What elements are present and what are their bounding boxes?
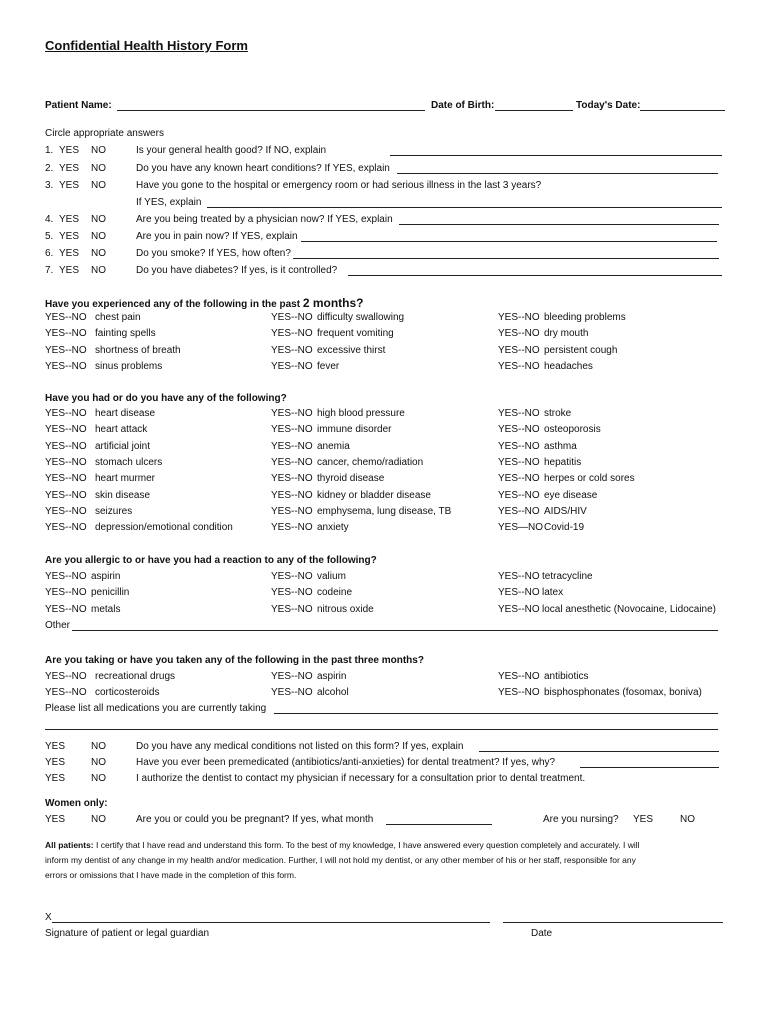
all-patients-label: All patients: xyxy=(45,840,94,850)
question-text-followup: If YES, explain xyxy=(136,197,202,208)
condition-label: seizures xyxy=(95,505,133,517)
condition-label: thyroid disease xyxy=(317,473,385,485)
condition-label: difficulty swallowing xyxy=(317,312,405,323)
question-text: Do you have any medical conditions not listed on this form? If yes, explain xyxy=(136,741,464,752)
signature-field[interactable] xyxy=(52,922,490,923)
explain-field[interactable] xyxy=(580,767,719,768)
yes-no-choice[interactable]: YES--NO xyxy=(45,440,87,452)
explain-field[interactable] xyxy=(479,751,719,752)
section-conditions-heading: Have you had or do you have any of the following? xyxy=(45,393,287,404)
question-text: Do you smoke? If YES, how often? xyxy=(136,248,291,259)
answer-no[interactable]: NO xyxy=(91,757,106,768)
patient-name-field[interactable] xyxy=(117,110,425,111)
yes-no-choice[interactable]: YES--NO xyxy=(498,440,540,452)
yes-no-choice[interactable]: YES--NO xyxy=(45,505,87,517)
yes-no-choice[interactable]: YES--NO xyxy=(45,587,87,599)
answer-yes[interactable]: YES xyxy=(59,180,80,191)
certification-line-3: errors or omissions that I have made in the completion of this form. xyxy=(45,870,297,880)
yes-no-choice[interactable]: YES--NO xyxy=(498,571,540,582)
circle-instruction: Circle appropriate answers xyxy=(45,128,164,139)
question-text: Do you have any known heart conditions? If YES, explain xyxy=(136,163,390,174)
question-text: Have you ever been premedicated (antibiotics/anti-anxieties) for dental treatment? If yes, why? xyxy=(136,757,556,768)
yes-no-choice[interactable]: YES--NO xyxy=(271,522,313,534)
condition-label: headaches xyxy=(544,360,593,372)
yes-no-choice[interactable]: YES--NO xyxy=(271,587,313,599)
yes-no-choice[interactable]: YES--NO xyxy=(45,408,87,419)
answer-no[interactable]: NO xyxy=(91,145,106,156)
yes-no-choice[interactable]: YES--NO xyxy=(271,571,313,582)
condition-label: frequent vomiting xyxy=(317,328,394,340)
question-number: 1. xyxy=(45,145,54,156)
yes-no-choice[interactable]: YES--NO xyxy=(271,473,313,485)
yes-no-choice[interactable]: YES--NO xyxy=(498,408,540,419)
answer-yes[interactable]: YES xyxy=(59,145,80,156)
today-date-field[interactable] xyxy=(640,110,725,111)
condition-label: bleeding problems xyxy=(544,312,626,323)
question-number: 7. xyxy=(45,265,54,276)
condition-label: bisphosphonates (fosomax, boniva) xyxy=(544,687,702,699)
answer-yes[interactable]: YES xyxy=(45,757,66,768)
yes-no-choice[interactable]: YES--NO xyxy=(45,360,87,372)
answer-no[interactable]: NO xyxy=(91,180,106,191)
yes-no-choice[interactable]: YES--NO xyxy=(45,489,87,501)
yes-no-choice[interactable]: YES--NO xyxy=(45,687,87,699)
answer-yes[interactable]: YES xyxy=(59,231,80,242)
page-title: Confidential Health History Form xyxy=(45,38,248,53)
yes-no-choice[interactable]: YES--NO xyxy=(45,473,87,485)
condition-label: tetracycline xyxy=(542,571,593,582)
condition-label: high blood pressure xyxy=(317,408,405,419)
condition-label: chest pain xyxy=(95,312,141,323)
condition-label: herpes or cold sores xyxy=(544,473,635,485)
women-no[interactable]: NO xyxy=(91,814,106,825)
condition-label: anxiety xyxy=(317,522,349,534)
condition-label: corticosteroids xyxy=(95,687,160,699)
answer-no[interactable]: NO xyxy=(91,248,106,259)
yes-no-choice[interactable]: YES--NO xyxy=(45,424,87,436)
condition-label: antibiotics xyxy=(544,671,589,682)
answer-yes[interactable]: YES xyxy=(59,163,80,174)
yes-no-choice[interactable]: YES--NO xyxy=(271,687,313,699)
question-text: Are you in pain now? If YES, explain xyxy=(136,231,298,242)
question-number: 2. xyxy=(45,163,54,174)
signature-x: X xyxy=(45,912,52,923)
signature-date-label: Date xyxy=(531,928,553,939)
yes-no-choice[interactable]: YES--NO xyxy=(271,489,313,501)
answer-no[interactable]: NO xyxy=(91,773,106,784)
explain-field[interactable] xyxy=(399,224,719,225)
condition-label: aspirin xyxy=(91,571,121,582)
condition-label: excessive thirst xyxy=(317,344,386,356)
yes-no-choice[interactable]: YES--NO xyxy=(45,312,87,323)
question-text: Have you gone to the hospital or emergency room or had serious illness in the last 3 years? xyxy=(136,180,542,191)
nursing-question: Are you nursing? xyxy=(543,814,619,825)
yes-no-choice[interactable]: YES--NO xyxy=(45,522,87,534)
certification-text xyxy=(45,838,640,883)
certification-line-1: I certify that I have read and understand this form. To the best of my knowledge, I have answered every question completely and accurately. I will xyxy=(93,840,640,850)
yes-no-choice[interactable]: YES--NO xyxy=(271,328,313,340)
condition-label: dry mouth xyxy=(544,328,589,340)
condition-label: Covid-19 xyxy=(544,522,585,534)
yes-no-choice[interactable]: YES--NO xyxy=(498,489,540,501)
answer-no[interactable]: NO xyxy=(91,741,106,752)
condition-label: codeine xyxy=(317,587,353,599)
dob-label: Date of Birth: xyxy=(431,100,495,111)
question-text: Are you being treated by a physician now? If YES, explain xyxy=(136,214,393,225)
explain-field[interactable] xyxy=(390,155,722,156)
condition-label: immune disorder xyxy=(317,424,392,436)
yes-no-choice[interactable]: YES--NO xyxy=(498,344,540,356)
yes-no-choice[interactable]: YES--NO xyxy=(498,505,540,517)
meds-label: Please list all medications you are currently taking xyxy=(45,703,267,714)
question-number: 5. xyxy=(45,231,54,242)
condition-label: fever xyxy=(317,360,340,372)
condition-label: aspirin xyxy=(317,671,347,682)
yes-no-choice[interactable]: YES--NO xyxy=(271,424,313,436)
condition-label: shortness of breath xyxy=(95,344,181,356)
answer-yes[interactable]: YES xyxy=(59,214,80,225)
condition-label: stroke xyxy=(544,408,572,419)
yes-no-choice[interactable]: YES--NO xyxy=(498,424,540,436)
condition-label: depression/emotional condition xyxy=(95,522,233,534)
meds-field-2[interactable] xyxy=(45,729,718,730)
answer-no[interactable]: NO xyxy=(91,265,106,276)
explain-field[interactable] xyxy=(207,207,722,208)
yes-no-choice[interactable]: YES—NO xyxy=(498,522,544,534)
condition-label: eye disease xyxy=(544,489,598,501)
explain-field[interactable] xyxy=(301,241,717,242)
yes-no-choice[interactable]: YES--NO xyxy=(45,456,87,468)
section-allergies-heading: Are you allergic to or have you had a reaction to any of the following? xyxy=(45,555,377,566)
yes-no-choice[interactable]: YES--NO xyxy=(271,505,313,517)
condition-label: latex xyxy=(542,587,564,599)
answer-no[interactable]: NO xyxy=(91,163,106,174)
condition-label: recreational drugs xyxy=(95,671,176,682)
condition-label: nitrous oxide xyxy=(317,603,374,615)
signature-label: Signature of patient or legal guardian xyxy=(45,928,210,939)
other-label: Other xyxy=(45,620,71,631)
answer-yes[interactable]: YES xyxy=(45,741,66,752)
condition-label: cancer, chemo/radiation xyxy=(317,456,424,468)
yes-no-choice[interactable]: YES--NO xyxy=(271,344,313,356)
condition-label: skin disease xyxy=(95,489,151,501)
yes-no-choice[interactable]: YES--NO xyxy=(498,312,540,323)
yes-no-choice[interactable]: YES--NO xyxy=(45,603,87,615)
yes-no-choice[interactable]: YES--NO xyxy=(271,671,313,682)
section-medications-heading: Are you taking or have you taken any of the following in the past three months? xyxy=(45,655,424,666)
answer-no[interactable]: NO xyxy=(91,214,106,225)
condition-label: heart attack xyxy=(95,424,148,436)
yes-no-choice[interactable]: YES--NO xyxy=(498,360,540,372)
question-number: 4. xyxy=(45,214,54,225)
yes-no-choice[interactable]: YES--NO xyxy=(498,456,540,468)
signature-date-field[interactable] xyxy=(503,922,723,923)
yes-no-choice[interactable]: YES--NO xyxy=(498,328,540,340)
condition-label: persistent cough xyxy=(544,344,618,356)
women-heading: Women only: xyxy=(45,798,108,809)
yes-no-choice[interactable]: YES--NO xyxy=(271,603,313,615)
yes-no-choice[interactable]: YES--NO xyxy=(271,408,313,419)
yes-no-choice[interactable]: YES--NO xyxy=(498,473,540,485)
condition-label: emphysema, lung disease, TB xyxy=(317,505,452,517)
yes-no-choice[interactable]: YES--NO xyxy=(271,440,313,452)
patient-name-label: Patient Name: xyxy=(45,100,112,111)
condition-label: heart murmer xyxy=(95,473,156,485)
condition-label: valium xyxy=(317,571,346,582)
explain-field[interactable] xyxy=(348,275,722,276)
pregnant-month-field[interactable] xyxy=(386,824,492,825)
condition-label: metals xyxy=(91,603,121,615)
yes-no-choice[interactable]: YES--NO xyxy=(498,603,540,615)
nursing-yes[interactable]: YES xyxy=(633,814,654,825)
condition-label: alcohol xyxy=(317,687,349,699)
yes-no-choice[interactable]: YES--NO xyxy=(271,312,313,323)
answer-yes[interactable]: YES xyxy=(59,265,80,276)
answer-no[interactable]: NO xyxy=(91,231,106,242)
today-label: Today's Date: xyxy=(576,100,641,111)
condition-label: AIDS/HIV xyxy=(544,505,587,517)
yes-no-choice[interactable]: YES--NO xyxy=(498,671,540,682)
question-text: Is your general health good? If NO, explain xyxy=(136,145,327,156)
yes-no-choice[interactable]: YES--NO xyxy=(45,671,87,682)
condition-label: fainting spells xyxy=(95,328,156,340)
yes-no-choice[interactable]: YES--NO xyxy=(498,587,540,599)
condition-label: heart disease xyxy=(95,408,156,419)
condition-label: local anesthetic (Novocaine, Lidocaine) xyxy=(542,603,716,615)
other-field[interactable] xyxy=(72,630,718,631)
condition-label: asthma xyxy=(544,440,577,452)
condition-label: hepatitis xyxy=(544,456,582,468)
women-yes[interactable]: YES xyxy=(45,814,66,825)
certification-line-2: inform my dentist of any change in my health and/or medication. Further, I will not hold my dentist, or any other member of his or her staff, responsible for any xyxy=(45,855,636,865)
condition-label: penicillin xyxy=(91,587,130,599)
pregnant-question: Are you or could you be pregnant? If yes, what month xyxy=(136,814,374,825)
condition-label: artificial joint xyxy=(95,440,151,452)
yes-no-choice[interactable]: YES--NO xyxy=(271,360,313,372)
yes-no-choice[interactable]: YES--NO xyxy=(45,571,87,582)
condition-label: osteoporosis xyxy=(544,424,601,436)
explain-field[interactable] xyxy=(397,173,718,174)
dob-field[interactable] xyxy=(495,110,573,111)
answer-yes[interactable]: YES xyxy=(59,248,80,259)
section-past-2-months xyxy=(45,296,364,310)
condition-label: kidney or bladder disease xyxy=(317,489,431,501)
question-number: 3. xyxy=(45,180,54,191)
yes-no-choice[interactable]: YES--NO xyxy=(271,456,313,468)
yes-no-choice[interactable]: YES--NO xyxy=(45,344,87,356)
section-heading: Have you experienced any of the following in the past xyxy=(45,299,303,310)
question-text: Do you have diabetes? If yes, is it controlled? xyxy=(136,265,338,276)
meds-field[interactable] xyxy=(274,713,718,714)
question-text: I authorize the dentist to contact my physician if necessary for a consultation prior to dental treatment. xyxy=(136,773,586,784)
condition-label: sinus problems xyxy=(95,360,163,372)
question-number: 6. xyxy=(45,248,54,259)
answer-yes[interactable]: YES xyxy=(45,773,66,784)
explain-field[interactable] xyxy=(293,258,719,259)
condition-label: stomach ulcers xyxy=(95,456,163,468)
yes-no-choice[interactable]: YES--NO xyxy=(498,687,540,699)
nursing-no[interactable]: NO xyxy=(680,814,695,825)
section-heading-emphasis: 2 months? xyxy=(302,296,364,310)
condition-label: anemia xyxy=(317,440,350,452)
yes-no-choice[interactable]: YES--NO xyxy=(45,328,87,340)
